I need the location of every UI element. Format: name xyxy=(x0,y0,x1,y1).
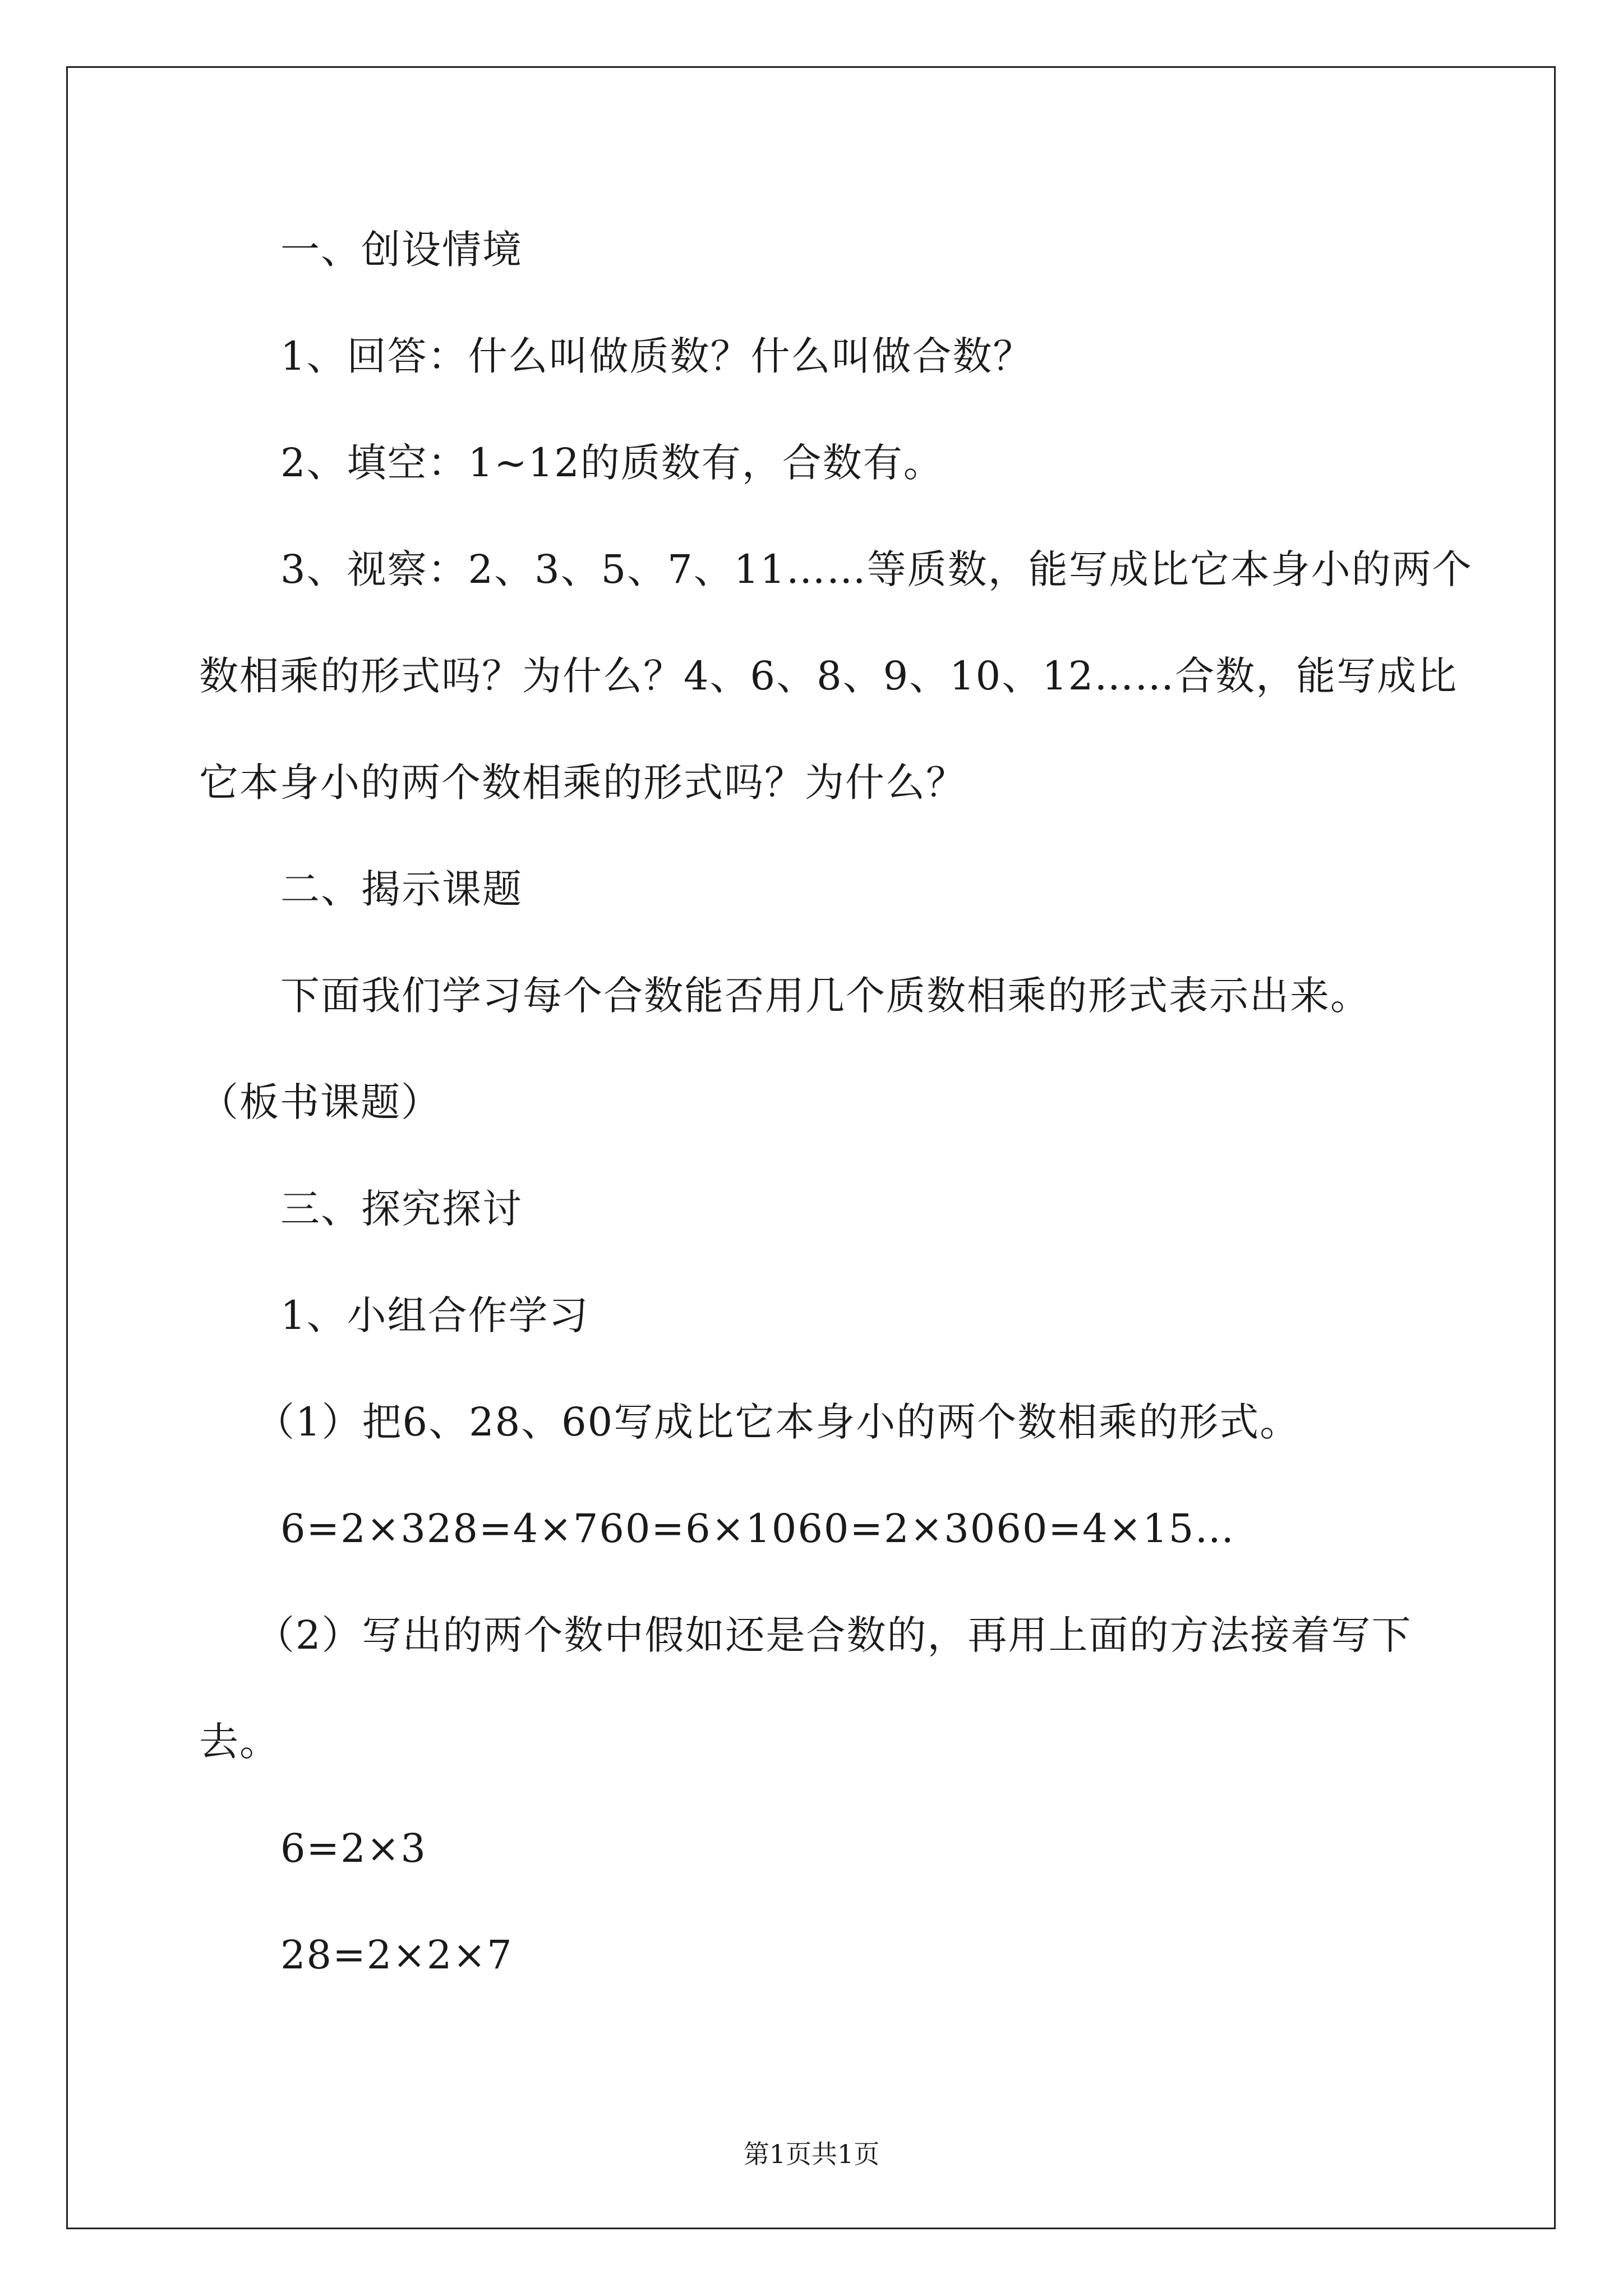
heading-explore: 三、探究探讨 xyxy=(280,1186,523,1232)
text-line-equations: 6=2×328=4×760=6×1060=2×3060=4×15… xyxy=(280,1506,1235,1552)
text-line-step-1: （1）把6、28、60写成比它本身小的两个数相乘的形式。 xyxy=(255,1399,1301,1445)
text-line-topic-intro: 下面我们学习每个合数能否用几个质数相乘的形式表示出来。 xyxy=(280,973,1371,1019)
text-line-question-1: 1、回答：什么叫做质数？什么叫做合数？ xyxy=(280,333,1034,379)
text-line-step-2b: 去。 xyxy=(199,1719,280,1765)
text-line-factor-28: 28=2×2×7 xyxy=(280,1932,513,1978)
text-line-step-2a: （2）写出的两个数中假如还是合数的，再用上面的方法接着写下 xyxy=(255,1612,1412,1658)
page-border xyxy=(66,66,1556,2229)
text-line-question-3c: 它本身小的两个数相乘的形式吗？为什么？ xyxy=(199,760,966,806)
text-line-question-3b: 数相乘的形式吗？为什么？4、6、8、9、10、12……合数，能写成比 xyxy=(199,653,1458,699)
text-line-question-3a: 3、视察：2、3、5、7、11……等质数，能写成比它本身小的两个 xyxy=(280,546,1473,592)
footer-total-pages: 共1页 xyxy=(811,2139,880,2169)
text-line-group-study: 1、小组合作学习 xyxy=(280,1292,589,1338)
text-line-board-title: （板书课题） xyxy=(199,1079,441,1125)
text-line-question-2: 2、填空：1~12的质数有，合数有。 xyxy=(280,440,944,486)
footer-page-number: 第1页 xyxy=(743,2139,811,2169)
heading-reveal-topic: 二、揭示课题 xyxy=(280,866,523,912)
text-line-factor-6: 6=2×3 xyxy=(280,1825,427,1871)
page-footer xyxy=(0,2137,1623,2171)
heading-create-situation: 一、创设情境 xyxy=(280,227,523,273)
